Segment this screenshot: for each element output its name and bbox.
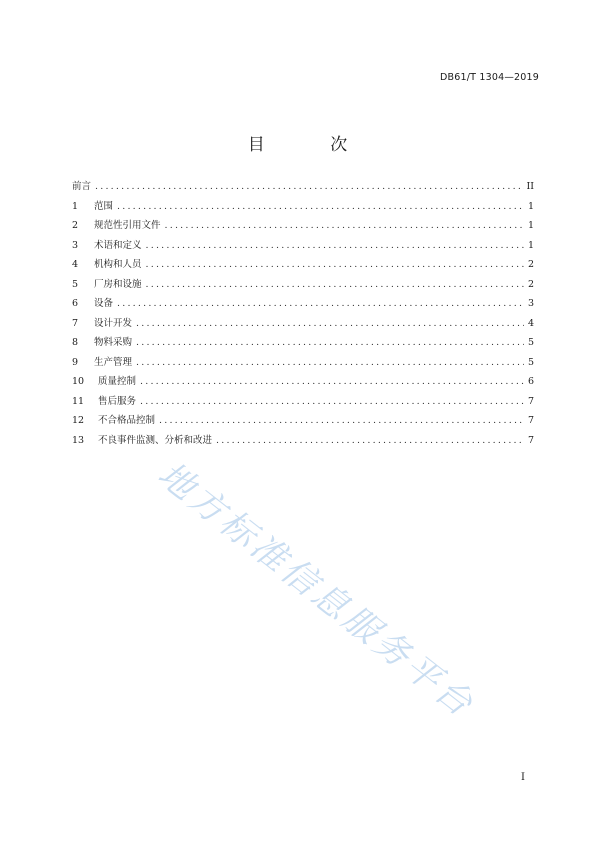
toc-number: 3: [72, 239, 79, 251]
toc-label: 不良事件监测、分析和改进: [98, 434, 213, 446]
toc-leader-dots: [146, 240, 524, 251]
toc-page: 7: [527, 434, 534, 446]
toc-leader-dots: [117, 201, 524, 212]
toc-number: 7: [72, 317, 79, 329]
toc-leader-dots: [95, 181, 524, 192]
toc-label: 设备: [94, 298, 114, 309]
toc-leader-dots: [140, 376, 524, 387]
toc-leader-dots: [117, 298, 524, 309]
toc-label: 不合格品控制: [98, 415, 156, 426]
toc-page: 7: [527, 395, 534, 407]
toc-page: 4: [527, 317, 534, 329]
toc-number: 2: [72, 220, 79, 231]
toc-leader-dots: [146, 279, 524, 290]
toc-label: 生产管理: [94, 356, 133, 368]
toc-label: 售后服务: [98, 395, 137, 407]
toc-leader-dots: [136, 357, 524, 368]
toc-leader-dots: [165, 220, 524, 231]
toc-number: 11: [72, 395, 85, 407]
toc-entry-10[interactable]: [72, 373, 534, 393]
toc-entry-5[interactable]: [72, 276, 534, 296]
toc-leader-dots: [216, 435, 524, 446]
toc-label: 规范性引用文件: [94, 220, 161, 231]
toc-entry-12[interactable]: [72, 412, 534, 432]
toc-page: 5: [527, 356, 534, 368]
toc-number: 9: [72, 356, 79, 368]
toc-leader-dots: [140, 396, 524, 407]
toc-entry-8[interactable]: [72, 334, 534, 354]
watermark: 地方标准信息服务平台: [150, 454, 483, 727]
toc-entry-6[interactable]: [72, 295, 534, 315]
toc-page: 1: [527, 239, 534, 251]
toc-page: 6: [527, 376, 534, 387]
toc-entry-4[interactable]: [72, 256, 534, 276]
page-title: 目 次: [247, 135, 378, 155]
toc-label: 机构和人员: [94, 259, 142, 270]
toc-label: 范围: [94, 200, 114, 212]
toc-number: 5: [72, 278, 79, 290]
toc-number: 13: [72, 434, 85, 446]
toc-number: 8: [72, 337, 79, 348]
toc-number: 4: [72, 259, 79, 270]
toc-entry-13[interactable]: [72, 432, 534, 452]
toc-number: 10: [72, 376, 85, 387]
toc-page: 2: [527, 259, 534, 270]
toc-entry-foreword[interactable]: [72, 178, 534, 198]
toc-page: 7: [527, 415, 534, 426]
toc-label: 前言: [72, 181, 92, 192]
toc-entry-3[interactable]: [72, 237, 534, 257]
toc-entry-9[interactable]: [72, 354, 534, 374]
document-code: DB61/T 1304—2019: [440, 72, 539, 83]
toc-entry-7[interactable]: [72, 315, 534, 335]
toc-label: 厂房和设施: [94, 278, 142, 290]
table-of-contents: [72, 178, 534, 451]
toc-label: 物料采购: [94, 337, 133, 348]
toc-leader-dots: [136, 337, 524, 348]
toc-label: 质量控制: [98, 376, 137, 387]
toc-leader-dots: [159, 415, 524, 426]
page-number: I: [521, 772, 525, 783]
toc-number: 6: [72, 298, 79, 309]
toc-entry-1[interactable]: [72, 198, 534, 218]
toc-page: II: [526, 181, 534, 192]
toc-entry-2[interactable]: [72, 217, 534, 237]
toc-entry-11[interactable]: [72, 393, 534, 413]
toc-page: 1: [527, 220, 534, 231]
toc-page: 2: [527, 278, 534, 290]
toc-label: 设计开发: [94, 317, 133, 329]
toc-page: 5: [527, 337, 534, 348]
toc-leader-dots: [136, 318, 524, 329]
toc-page: 3: [527, 298, 534, 309]
toc-leader-dots: [146, 259, 524, 270]
toc-label: 术语和定义: [94, 239, 142, 251]
toc-page: 1: [527, 200, 534, 212]
toc-number: 1: [72, 200, 79, 212]
toc-number: 12: [72, 415, 85, 426]
